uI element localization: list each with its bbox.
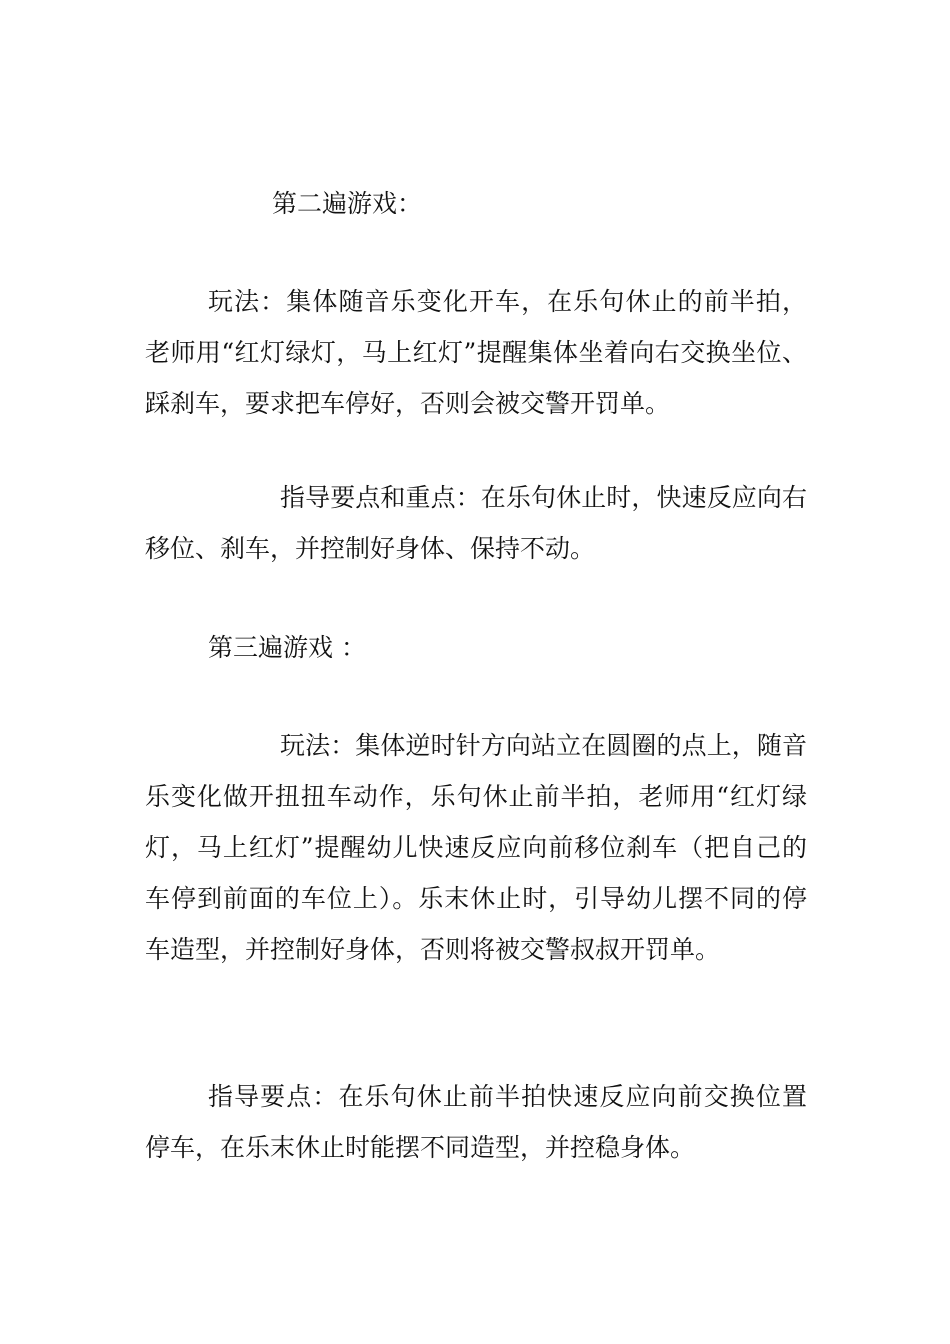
paragraph-gameplay-third-round: 玩法：集体逆时针方向站立在圆圈的点上，随音乐变化做开扭扭车动作，乐句休止前半拍，老师用“红灯绿灯，马上红灯”提醒幼儿快速反应向前移位刹车（把自己的车停到前面的车位上）。乐末休止时，引导幼儿摆不同的停车造型，并控制好身体，否则将被交警叔叔开罚单。: [145, 731, 807, 964]
section-heading-second-round: 第二遍游戏：: [272, 189, 423, 218]
paragraph-guidance-third-round: 指导要点：在乐句休止前半拍快速反应向前交换位置停车，在乐末休止时能摆不同造型，并控稳身体。: [145, 1082, 807, 1162]
paragraph-guidance-second-round: 指导要点和重点：在乐句休止时，快速反应向右移位、刹车，并控制好身体、保持不动。: [145, 483, 807, 563]
paragraph-gameplay-second-round: 玩法：集体随音乐变化开车，在乐句休止的前半拍，老师用“红灯绿灯，马上红灯”提醒集体坐着向右交换坐位、踩刹车，要求把车停好，否则会被交警开罚单。: [145, 287, 807, 418]
section-heading-third-round: 第三遍游戏 ：: [208, 633, 366, 662]
